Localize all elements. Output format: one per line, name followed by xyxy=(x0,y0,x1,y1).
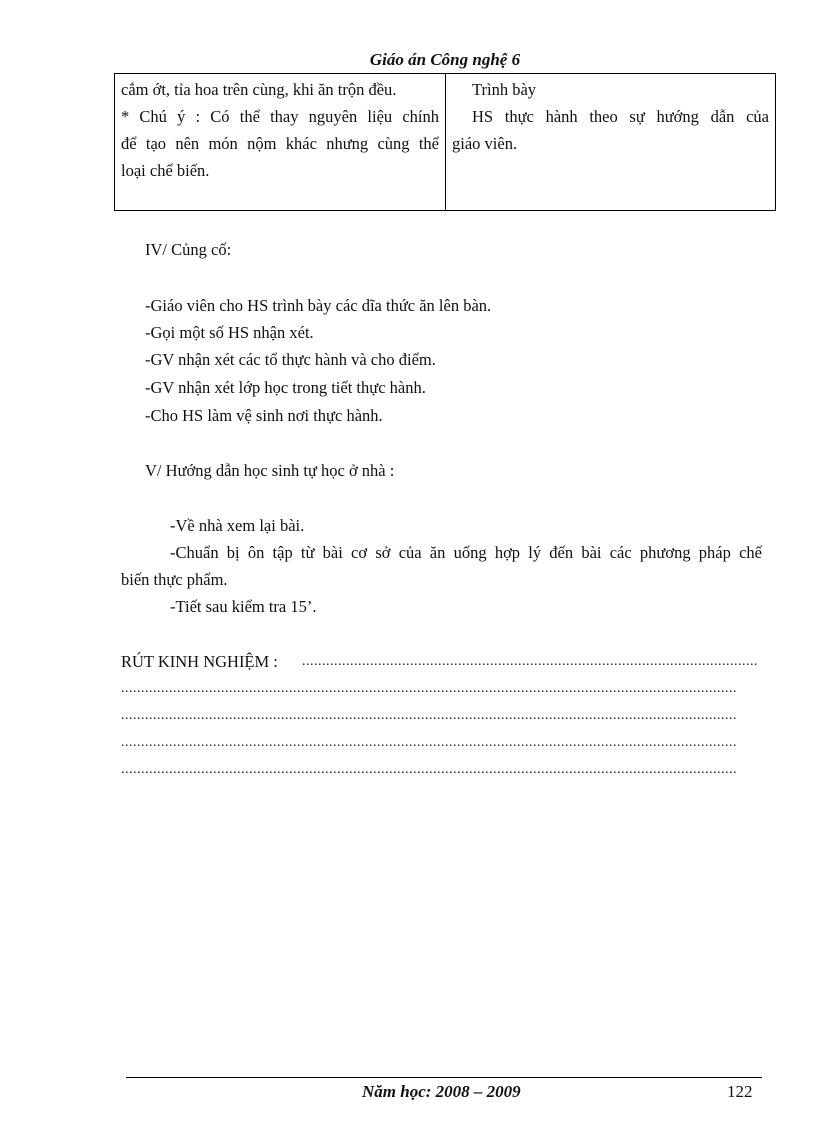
table-right-line: giáo viên. xyxy=(452,134,518,153)
table-left-line: loại chế biến. xyxy=(121,161,210,180)
lesson-table xyxy=(114,73,776,211)
page-header-title: Giáo án Công nghệ 6 xyxy=(369,50,521,69)
experience-dotted-line: .................................................................................................................. xyxy=(302,654,758,669)
table-left-cell xyxy=(115,74,446,210)
page-number: 122 xyxy=(727,1082,753,1101)
experience-label: RÚT KINH NGHIỆM : xyxy=(121,652,278,671)
table-right-line: Trình bày xyxy=(472,80,537,99)
table-left-line: * Chú ý : Có thể thay nguyên liệu chính xyxy=(121,107,439,126)
footer-school-year: Năm học: 2008 – 2009 xyxy=(362,1082,521,1101)
experience-dotted-line: .......................................................................................................................................................... xyxy=(121,681,737,696)
list-item-continuation: biến thực phẩm. xyxy=(121,570,228,589)
list-item: -Cho HS làm vệ sinh nơi thực hành. xyxy=(145,406,383,425)
list-item: -Tiết sau kiểm tra 15’. xyxy=(170,597,317,616)
list-item: -GV nhận xét các tổ thực hành và cho điểm. xyxy=(145,350,436,369)
list-item: -GV nhận xét lớp học trong tiết thực hành. xyxy=(145,378,426,397)
list-item: -Gọi một số HS nhận xét. xyxy=(145,323,314,342)
table-left-line: cắm ớt, tỉa hoa trên cùng, khi ăn trộn đều. xyxy=(121,80,397,99)
table-right-cell xyxy=(446,74,775,210)
experience-dotted-line: .......................................................................................................................................................... xyxy=(121,708,737,723)
section-heading-consolidation: IV/ Củng cố: xyxy=(145,240,232,259)
section-heading-self-study: V/ Hướng dẫn học sinh tự học ở nhà : xyxy=(145,461,395,480)
list-item: -Về nhà xem lại bài. xyxy=(170,516,305,535)
list-item: -Giáo viên cho HS trình bày các dĩa thức ăn lên bàn. xyxy=(145,296,492,315)
experience-dotted-line: .......................................................................................................................................................... xyxy=(121,735,737,750)
table-left-line: để tạo nên món nộm khác nhưng cùng thể xyxy=(121,134,439,153)
list-item: -Chuẩn bị ôn tập từ bài cơ sở của ăn uống hợp lý đến bài các phương pháp chế xyxy=(170,543,762,562)
table-right-line: HS thực hành theo sự hướng dẫn của xyxy=(472,107,769,126)
experience-dotted-line: .......................................................................................................................................................... xyxy=(121,762,737,777)
footer-divider xyxy=(126,1077,762,1078)
